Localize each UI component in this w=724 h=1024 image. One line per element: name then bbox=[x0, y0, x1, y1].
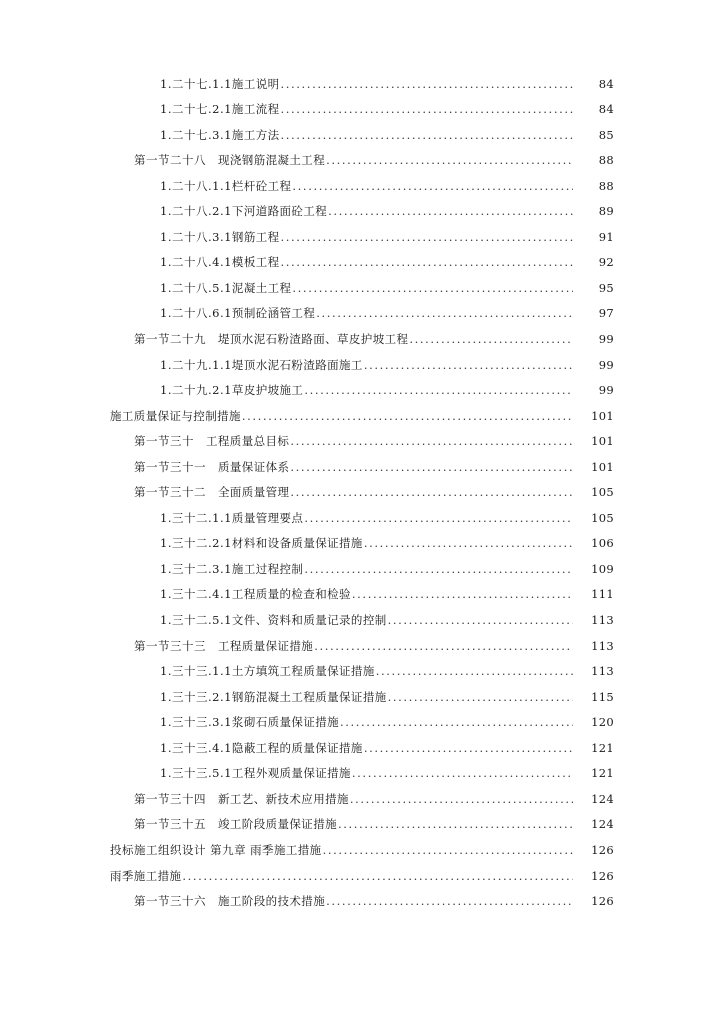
toc-entry[interactable] bbox=[0, 759, 724, 785]
dot-leader bbox=[338, 817, 573, 831]
toc-entry-title: 施工质量保证与控制措施 bbox=[110, 408, 241, 423]
toc-entry[interactable] bbox=[0, 401, 724, 427]
toc-entry-page-number: 91 bbox=[598, 229, 614, 244]
toc-entry-title: 工程外观质量保证措施 bbox=[231, 766, 351, 781]
toc-entry[interactable] bbox=[0, 95, 724, 121]
toc-entry[interactable] bbox=[0, 69, 724, 95]
toc-entry-number: 1.三十三.5.1 bbox=[160, 766, 232, 781]
toc-entry-page-number: 115 bbox=[591, 689, 614, 704]
toc-entry-title: 预制砼涵管工程 bbox=[231, 306, 316, 321]
toc-entry-number: 1.三十二.4.1 bbox=[160, 587, 232, 602]
dot-leader bbox=[292, 281, 573, 295]
toc-entry[interactable] bbox=[0, 171, 724, 197]
toc-entry-page-number: 99 bbox=[598, 383, 614, 398]
toc-entry-title: 新工艺、新技术应用措施 bbox=[218, 791, 349, 806]
toc-entry-title: 钢筋混凝土工程质量保证措施 bbox=[231, 689, 387, 704]
toc-entry-title: 竣工阶段质量保证措施 bbox=[218, 817, 337, 832]
dot-leader bbox=[281, 77, 573, 91]
toc-entry[interactable] bbox=[0, 682, 724, 708]
toc-entry-page-number: 105 bbox=[591, 485, 614, 500]
dot-leader bbox=[304, 511, 573, 525]
toc-entry-title: 隐蔽工程的质量保证措施 bbox=[231, 740, 363, 755]
toc-entry[interactable] bbox=[0, 784, 724, 810]
toc-entry-page-number: 89 bbox=[598, 204, 614, 219]
toc-entry[interactable] bbox=[0, 427, 724, 453]
dot-leader bbox=[316, 306, 573, 320]
toc-entry-page-number: 126 bbox=[591, 842, 614, 857]
toc-entry[interactable] bbox=[0, 146, 724, 172]
toc-entry[interactable] bbox=[0, 733, 724, 759]
toc-entry-page-number: 97 bbox=[598, 306, 614, 321]
toc-entry[interactable] bbox=[0, 835, 724, 861]
toc-entry-page-number: 121 bbox=[591, 766, 614, 781]
toc-entry-page-number: 111 bbox=[591, 587, 614, 602]
toc-entry-number: 1.三十二.5.1 bbox=[160, 613, 232, 628]
toc-entry[interactable] bbox=[0, 529, 724, 555]
toc-entry-title: 泥凝土工程 bbox=[231, 280, 292, 295]
toc-entry-page-number: 126 bbox=[591, 868, 614, 883]
toc-entry[interactable] bbox=[0, 503, 724, 529]
toc-entry-number: 第一节三十 bbox=[134, 434, 194, 449]
toc-entry-page-number: 124 bbox=[591, 817, 614, 832]
toc-entry-page-number: 95 bbox=[598, 280, 614, 295]
toc-entry-page-number: 99 bbox=[598, 332, 614, 347]
toc-entry[interactable] bbox=[0, 376, 724, 402]
toc-entry-number: 1.二十八.2.1 bbox=[160, 204, 232, 219]
toc-entry-number: 第一节二十八 bbox=[134, 153, 206, 168]
dot-leader bbox=[364, 358, 573, 372]
toc-entry-page-number: 106 bbox=[591, 536, 614, 551]
toc-entry-title: 雨季施工措施 bbox=[110, 868, 182, 883]
toc-entry-page-number: 92 bbox=[598, 255, 614, 270]
toc-entry-number: 1.三十三.3.1 bbox=[160, 715, 232, 730]
toc-entry-page-number: 113 bbox=[591, 613, 614, 628]
dot-leader bbox=[281, 255, 573, 269]
toc-entry-number: 1.三十三.2.1 bbox=[160, 689, 232, 704]
toc-entry-number: 第一节三十五 bbox=[134, 817, 206, 832]
toc-entry-title: 全面质量管理 bbox=[218, 485, 290, 500]
toc-entry[interactable] bbox=[0, 248, 724, 274]
toc-entry[interactable] bbox=[0, 222, 724, 248]
toc-entry-page-number: 85 bbox=[598, 127, 614, 142]
dot-leader bbox=[409, 332, 573, 346]
toc-entry-number: 第一节三十二 bbox=[134, 485, 206, 500]
toc-entry-page-number: 126 bbox=[591, 894, 614, 909]
toc-entry-number: 第一节三十四 bbox=[134, 791, 206, 806]
toc-entry-number: 第一节三十一 bbox=[134, 459, 206, 474]
toc-entry-number: 第一节三十三 bbox=[134, 638, 206, 653]
toc-entry-number: 1.二十八.4.1 bbox=[160, 255, 232, 270]
toc-entry-title: 施工方法 bbox=[231, 127, 280, 142]
table-of-contents bbox=[0, 69, 724, 912]
toc-entry[interactable] bbox=[0, 657, 724, 683]
dot-leader bbox=[281, 230, 573, 244]
toc-entry-title: 工程质量总目标 bbox=[206, 434, 290, 449]
dot-leader bbox=[350, 792, 573, 806]
toc-entry-page-number: 101 bbox=[591, 434, 614, 449]
toc-entry[interactable] bbox=[0, 350, 724, 376]
toc-entry-number: 1.二十八.3.1 bbox=[160, 229, 232, 244]
toc-entry-page-number: 88 bbox=[598, 178, 614, 193]
dot-leader bbox=[326, 153, 573, 167]
toc-entry-number: 1.三十三.4.1 bbox=[160, 740, 232, 755]
toc-entry-title: 钢筋工程 bbox=[231, 229, 280, 244]
toc-entry-title: 土方填筑工程质量保证措施 bbox=[231, 664, 375, 679]
toc-entry-number: 第一节二十九 bbox=[134, 332, 206, 347]
toc-entry-title: 质量保证体系 bbox=[218, 459, 290, 474]
toc-entry-page-number: 113 bbox=[591, 664, 614, 679]
toc-entry-title: 雨季施工措施 bbox=[250, 842, 322, 857]
dot-leader bbox=[328, 204, 573, 218]
toc-entry-page-number: 84 bbox=[598, 76, 614, 91]
toc-entry-number: 1.三十二.2.1 bbox=[160, 536, 232, 551]
toc-entry-title: 材料和设备质量保证措施 bbox=[231, 536, 363, 551]
dot-leader bbox=[352, 587, 573, 601]
toc-entry-title: 文件、资料和质量记录的控制 bbox=[231, 613, 387, 628]
toc-entry-title: 施工阶段的技术措施 bbox=[218, 894, 326, 909]
toc-entry-title: 堤顶水泥石粉渣路面施工 bbox=[231, 357, 363, 372]
dot-leader bbox=[304, 383, 573, 397]
toc-entry[interactable] bbox=[0, 605, 724, 631]
toc-entry-page-number: 105 bbox=[591, 510, 614, 525]
toc-entry-page-number: 101 bbox=[591, 408, 614, 423]
toc-entry[interactable] bbox=[0, 324, 724, 350]
dot-leader bbox=[364, 536, 573, 550]
dot-leader bbox=[314, 639, 573, 653]
toc-entry-number: 1.三十二.1.1 bbox=[160, 510, 232, 525]
dot-leader bbox=[290, 434, 573, 448]
toc-entry[interactable] bbox=[0, 580, 724, 606]
toc-entry[interactable] bbox=[0, 861, 724, 887]
toc-entry-page-number: 120 bbox=[591, 715, 614, 730]
toc-entry-page-number: 113 bbox=[591, 638, 614, 653]
dot-leader bbox=[388, 690, 573, 704]
toc-entry-title: 堤顶水泥石粉渣路面、草皮护坡工程 bbox=[218, 332, 409, 347]
dot-leader bbox=[323, 843, 573, 857]
toc-entry-title: 工程质量保证措施 bbox=[218, 638, 314, 653]
toc-entry[interactable] bbox=[0, 197, 724, 223]
toc-entry[interactable] bbox=[0, 631, 724, 657]
toc-entry-page-number: 101 bbox=[591, 459, 614, 474]
toc-entry[interactable] bbox=[0, 708, 724, 734]
toc-entry-title: 现浇钢筋混凝土工程 bbox=[218, 153, 326, 168]
toc-entry[interactable] bbox=[0, 452, 724, 478]
toc-entry-title: 质量管理要点 bbox=[231, 510, 304, 525]
toc-entry[interactable] bbox=[0, 887, 724, 913]
toc-entry-number: 1.二十八.5.1 bbox=[160, 280, 232, 295]
dot-leader bbox=[376, 664, 573, 678]
toc-entry-title: 栏杆砼工程 bbox=[231, 178, 292, 193]
dot-leader bbox=[281, 128, 573, 142]
toc-entry-page-number: 109 bbox=[591, 561, 614, 576]
toc-entry-number: 1.二十八.6.1 bbox=[160, 306, 232, 321]
dot-leader bbox=[242, 409, 573, 423]
toc-entry-page-number: 124 bbox=[591, 791, 614, 806]
dot-leader bbox=[340, 715, 573, 729]
toc-entry-number: 1.二十八.1.1 bbox=[160, 178, 232, 193]
toc-entry-number: 1.三十二.3.1 bbox=[160, 561, 232, 576]
dot-leader bbox=[281, 102, 573, 116]
toc-entry-number: 1.二十七.2.1 bbox=[160, 102, 232, 117]
dot-leader bbox=[326, 894, 573, 908]
toc-entry-page-number: 88 bbox=[598, 153, 614, 168]
toc-entry[interactable] bbox=[0, 299, 724, 325]
toc-entry-page-number: 99 bbox=[598, 357, 614, 372]
dot-leader bbox=[304, 562, 573, 576]
toc-entry-page-number: 121 bbox=[591, 740, 614, 755]
toc-entry-number: 1.二十七.3.1 bbox=[160, 127, 232, 142]
toc-entry-title: 施工说明 bbox=[231, 76, 280, 91]
toc-entry-number: 1.三十三.1.1 bbox=[160, 664, 232, 679]
dot-leader bbox=[292, 179, 573, 193]
dot-leader bbox=[388, 613, 573, 627]
toc-entry[interactable] bbox=[0, 810, 724, 836]
toc-entry[interactable] bbox=[0, 554, 724, 580]
toc-entry[interactable] bbox=[0, 120, 724, 146]
toc-entry[interactable] bbox=[0, 478, 724, 504]
toc-entry-number: 1.二十九.2.1 bbox=[160, 383, 232, 398]
toc-entry-title: 施工过程控制 bbox=[231, 561, 304, 576]
dot-leader bbox=[352, 766, 573, 780]
toc-entry-title: 浆砌石质量保证措施 bbox=[231, 715, 340, 730]
toc-entry-title: 草皮护坡施工 bbox=[231, 383, 304, 398]
toc-entry-page-number: 84 bbox=[598, 102, 614, 117]
toc-entry-number: 第一节三十六 bbox=[134, 894, 206, 909]
toc-entry-title: 模板工程 bbox=[231, 255, 280, 270]
toc-entry[interactable] bbox=[0, 273, 724, 299]
toc-entry-title: 工程质量的检查和检验 bbox=[231, 587, 351, 602]
toc-entry-number: 1.二十九.1.1 bbox=[160, 357, 232, 372]
toc-entry-number: 1.二十七.1.1 bbox=[160, 76, 232, 91]
dot-leader bbox=[290, 485, 573, 499]
dot-leader bbox=[182, 869, 573, 883]
toc-entry-title: 下河道路面砼工程 bbox=[231, 204, 328, 219]
toc-entry-title: 施工流程 bbox=[231, 102, 280, 117]
dot-leader bbox=[364, 741, 573, 755]
toc-entry-number: 投标施工组织设计 第九章 bbox=[110, 842, 247, 857]
dot-leader bbox=[290, 460, 573, 474]
